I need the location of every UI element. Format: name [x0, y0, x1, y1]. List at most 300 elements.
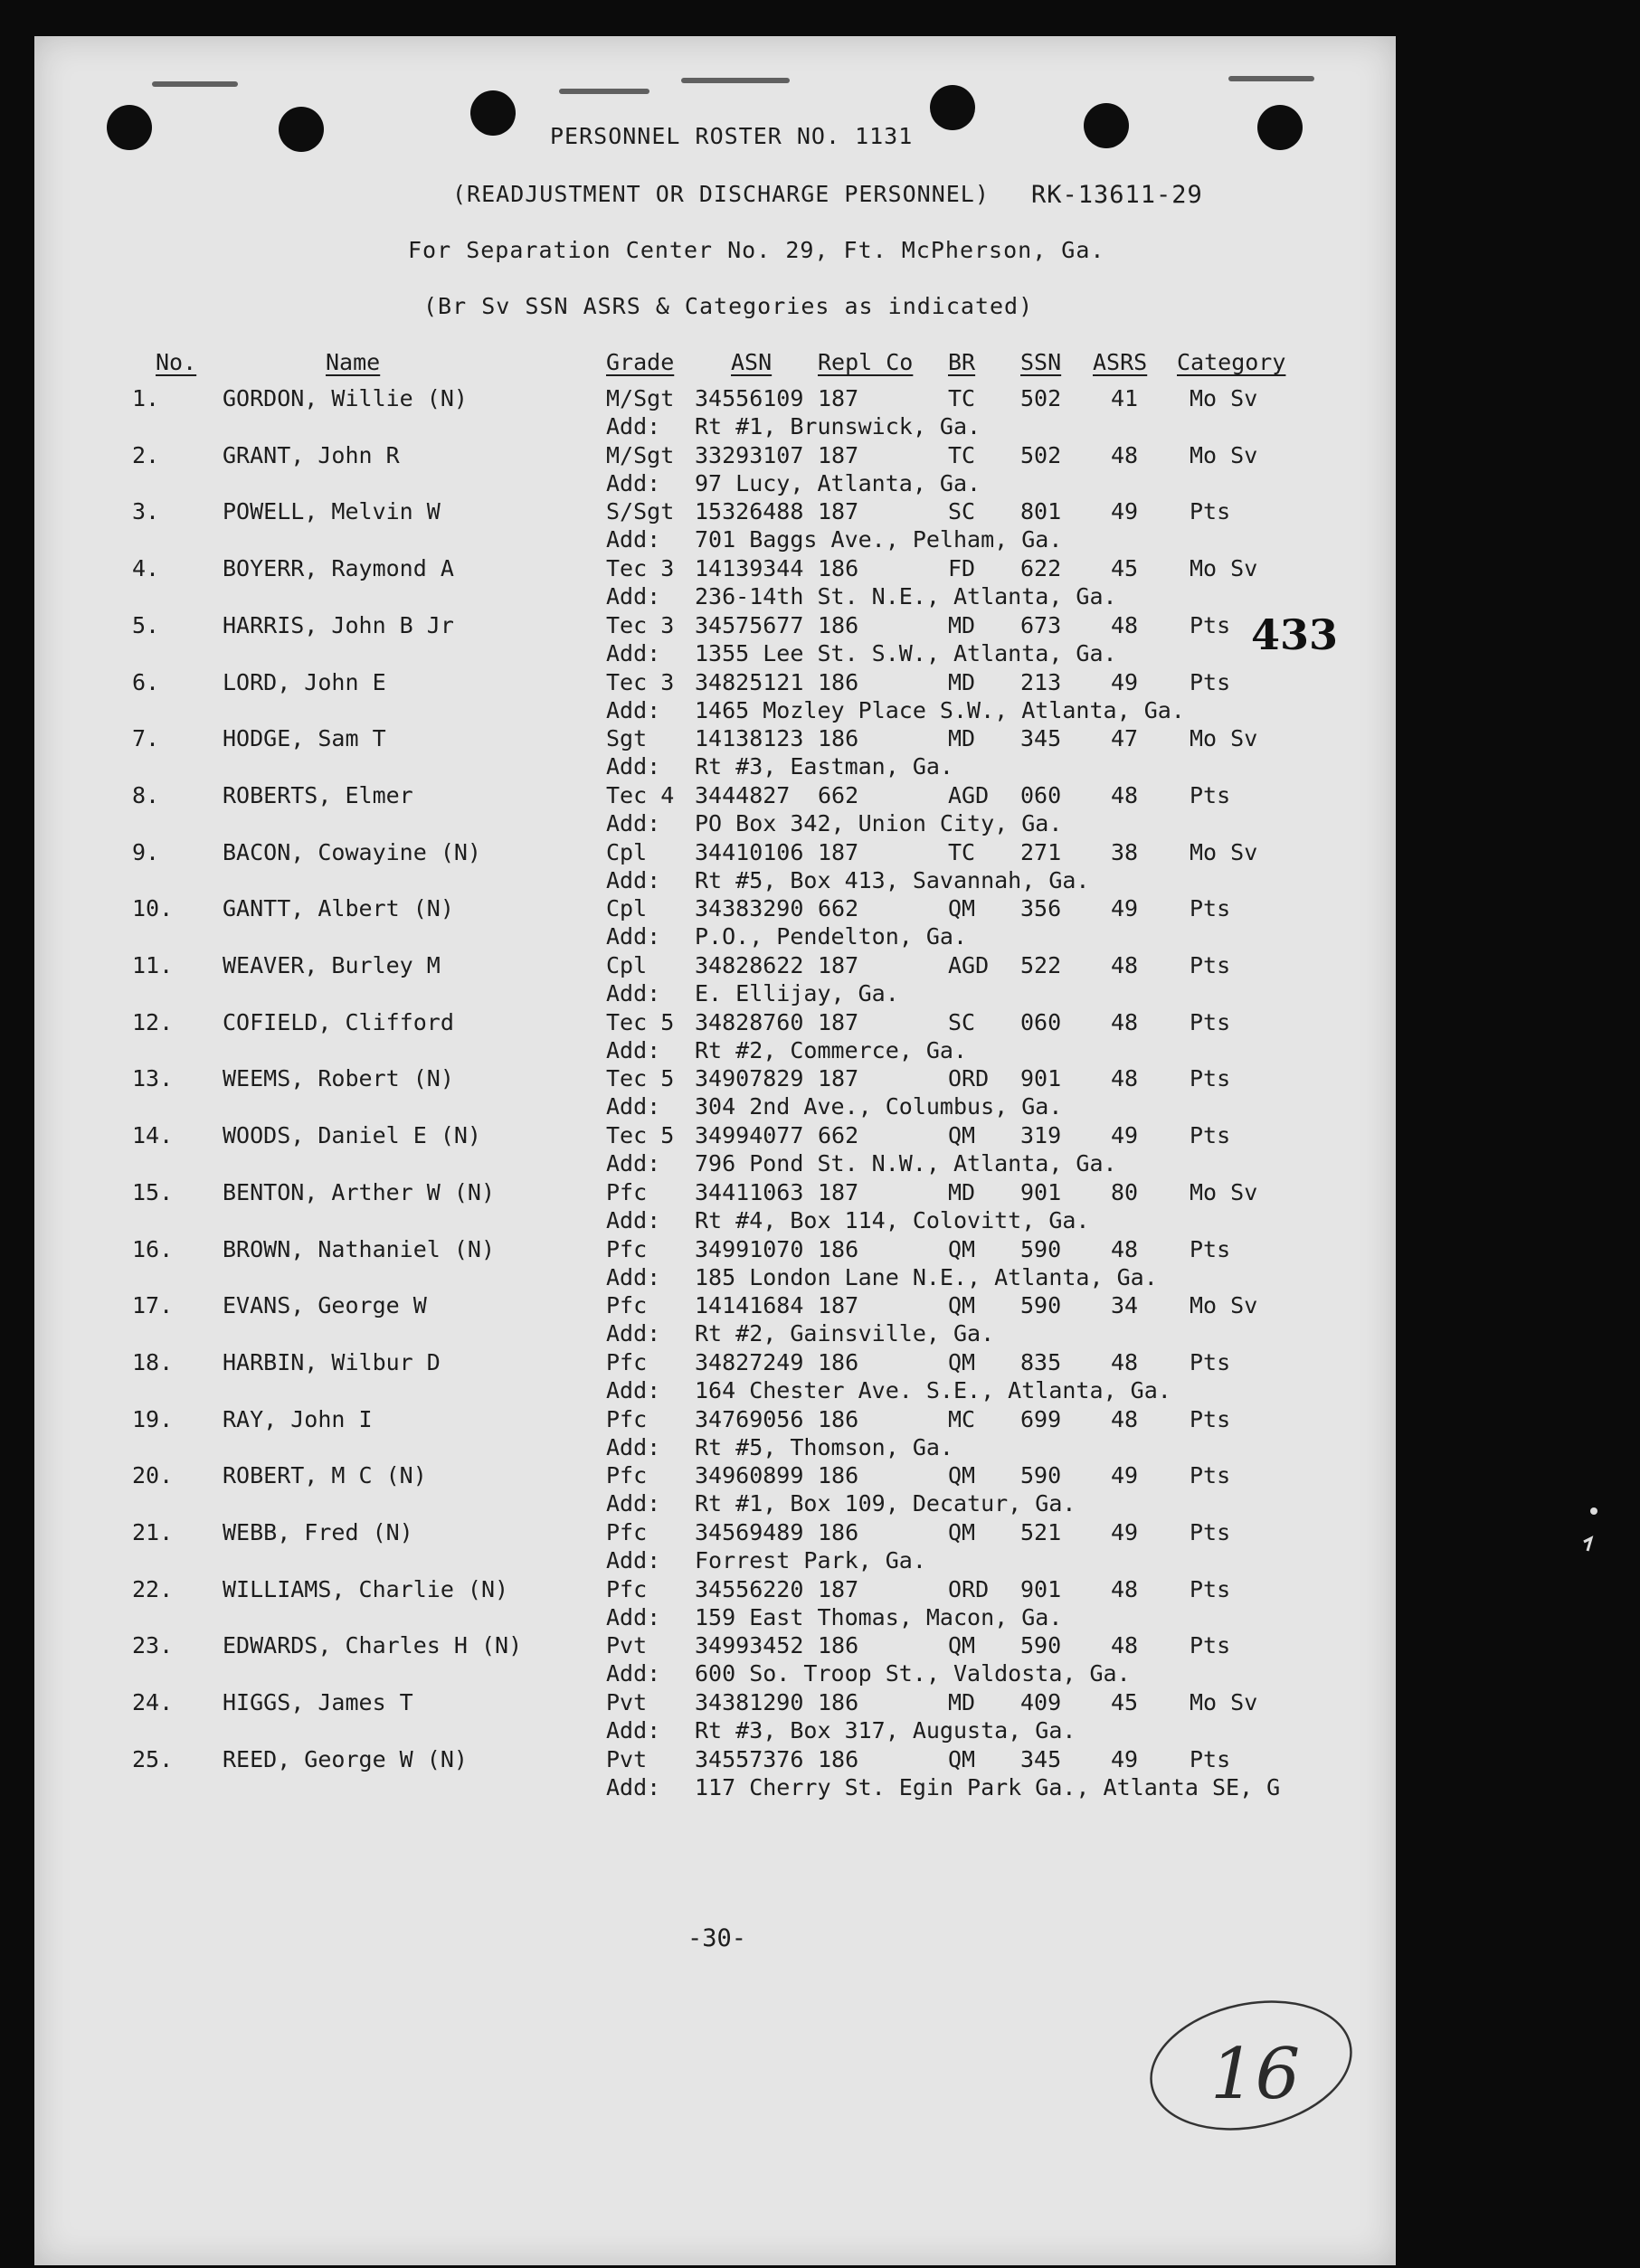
- entry-branch: SC: [948, 1008, 976, 1035]
- entry-address: Rt #4, Box 114, Colovitt, Ga.: [695, 1206, 1090, 1233]
- entry-ssn: 409: [1020, 1689, 1062, 1716]
- entry-grade: Tec 5: [606, 1065, 675, 1092]
- entry-number: 23.: [132, 1632, 174, 1659]
- entry-asrs: 48: [1111, 1405, 1139, 1432]
- entry-asn: 34991070: [695, 1235, 804, 1262]
- entry-category: Pts: [1190, 1632, 1231, 1659]
- col-header-repl-co: Repl Co: [818, 349, 914, 375]
- entry-address: Rt #5, Box 413, Savannah, Ga.: [695, 866, 1090, 893]
- entry-repl-co: 187: [818, 1065, 859, 1092]
- entry-asn: 34411063: [695, 1178, 804, 1205]
- roster-entry: [34, 1065, 1396, 1120]
- entry-repl-co: 662: [818, 1122, 859, 1149]
- handwritten-circled-note: [1142, 1991, 1369, 2145]
- entry-number: 20.: [132, 1462, 174, 1489]
- handwritten-note-text: 16: [1210, 2034, 1301, 2115]
- entry-name: WOODS, Daniel E (N): [223, 1122, 481, 1149]
- entry-address: 1465 Mozley Place S.W., Atlanta, Ga.: [695, 696, 1185, 723]
- roster-entry: [34, 1632, 1396, 1687]
- entry-repl-co: 186: [818, 611, 859, 638]
- entry-asn: 34828622: [695, 952, 804, 978]
- entry-name: ROBERT, M C (N): [223, 1462, 427, 1489]
- entry-number: 7.: [132, 725, 160, 752]
- entry-category: Pts: [1190, 1235, 1231, 1262]
- entry-grade: Pfc: [606, 1575, 648, 1602]
- entry-asrs: 49: [1111, 1519, 1139, 1545]
- entry-asn: 33293107: [695, 441, 804, 468]
- roster-entry: [34, 1689, 1396, 1744]
- entry-ssn: 319: [1020, 1122, 1062, 1149]
- entry-grade: Pfc: [606, 1405, 648, 1432]
- categories-note: (Br Sv SSN ASRS & Categories as indicated): [423, 293, 1034, 319]
- entry-number: 13.: [132, 1065, 174, 1092]
- address-label: Add:: [606, 583, 661, 610]
- entry-ssn: 590: [1020, 1462, 1062, 1489]
- entry-category: Pts: [1190, 1065, 1231, 1092]
- entry-branch: AGD: [948, 781, 990, 808]
- roster-code: RK-13611-29: [1031, 181, 1203, 209]
- entry-branch: AGD: [948, 952, 990, 978]
- entry-repl-co: 662: [818, 895, 859, 922]
- entry-name: ROBERTS, Elmer: [223, 781, 413, 808]
- entry-ssn: 502: [1020, 441, 1062, 468]
- entry-branch: TC: [948, 838, 976, 865]
- entry-grade: Pfc: [606, 1348, 648, 1375]
- entry-branch: QM: [948, 1462, 976, 1489]
- address-label: Add:: [606, 469, 661, 496]
- entry-branch: QM: [948, 1745, 976, 1772]
- entry-branch: QM: [948, 1292, 976, 1319]
- address-label: Add:: [606, 923, 661, 950]
- entry-grade: Pfc: [606, 1292, 648, 1319]
- entry-repl-co: 186: [818, 1405, 859, 1432]
- entry-address: 236-14th St. N.E., Atlanta, Ga.: [695, 583, 1117, 610]
- entry-asrs: 49: [1111, 668, 1139, 695]
- stamp-number: 433: [1251, 610, 1339, 659]
- entry-ssn: 590: [1020, 1235, 1062, 1262]
- roster-entry: [34, 1746, 1396, 1800]
- entry-name: WEAVER, Burley M: [223, 952, 441, 978]
- entry-category: Pts: [1190, 1745, 1231, 1772]
- entry-address: Rt #1, Box 109, Decatur, Ga.: [695, 1490, 1076, 1517]
- entry-address: 97 Lucy, Atlanta, Ga.: [695, 469, 981, 496]
- entry-branch: MD: [948, 1689, 976, 1716]
- col-header-asn: ASN: [731, 349, 773, 375]
- entry-address: 164 Chester Ave. S.E., Atlanta, Ga.: [695, 1376, 1171, 1403]
- entry-name: WEBB, Fred (N): [223, 1519, 413, 1545]
- address-label: Add:: [606, 1263, 661, 1290]
- entry-grade: Pvt: [606, 1745, 648, 1772]
- entry-address: Rt #3, Eastman, Ga.: [695, 753, 953, 780]
- separation-center: For Separation Center No. 29, Ft. McPherson, Ga.: [408, 237, 1105, 263]
- entry-asrs: 34: [1111, 1292, 1139, 1319]
- entry-name: WEEMS, Robert (N): [223, 1065, 454, 1092]
- entry-number: 4.: [132, 555, 160, 582]
- address-label: Add:: [606, 526, 661, 553]
- entry-repl-co: 186: [818, 1348, 859, 1375]
- entry-number: 6.: [132, 668, 160, 695]
- entry-branch: QM: [948, 1348, 976, 1375]
- entry-grade: Tec 3: [606, 611, 675, 638]
- ink-smudge: [1228, 76, 1314, 81]
- entry-ssn: 060: [1020, 781, 1062, 808]
- entry-grade: Pvt: [606, 1632, 648, 1659]
- entry-name: BOYERR, Raymond A: [223, 555, 454, 582]
- entry-asn: 34827249: [695, 1348, 804, 1375]
- entry-repl-co: 187: [818, 838, 859, 865]
- entry-number: 24.: [132, 1689, 174, 1716]
- entry-ssn: 901: [1020, 1065, 1062, 1092]
- entry-category: Mo Sv: [1190, 725, 1258, 752]
- entry-address: 701 Baggs Ave., Pelham, Ga.: [695, 526, 1063, 553]
- entry-repl-co: 186: [818, 1632, 859, 1659]
- edge-marks: [1578, 1506, 1606, 1560]
- entry-grade: Pfc: [606, 1178, 648, 1205]
- entry-asn: 14138123: [695, 725, 804, 752]
- ink-smudge: [681, 78, 790, 83]
- entry-ssn: 673: [1020, 611, 1062, 638]
- entry-number: 18.: [132, 1348, 174, 1375]
- punch-hole: [1257, 105, 1303, 150]
- entry-asn: 34825121: [695, 668, 804, 695]
- ink-smudge: [559, 89, 649, 94]
- entry-asn: 15326488: [695, 498, 804, 525]
- entry-asrs: 48: [1111, 781, 1139, 808]
- entry-asrs: 48: [1111, 1575, 1139, 1602]
- entry-number: 12.: [132, 1008, 174, 1035]
- roster-entry: [34, 952, 1396, 1006]
- entry-name: GORDON, Willie (N): [223, 385, 468, 411]
- entry-branch: MC: [948, 1405, 976, 1432]
- entry-asrs: 49: [1111, 1745, 1139, 1772]
- entry-asrs: 38: [1111, 838, 1139, 865]
- roster-entry: [34, 1576, 1396, 1630]
- entry-grade: Pfc: [606, 1462, 648, 1489]
- punch-hole: [470, 90, 516, 136]
- entry-asn: 34556220: [695, 1575, 804, 1602]
- entry-branch: TC: [948, 385, 976, 411]
- entry-repl-co: 186: [818, 1235, 859, 1262]
- ink-smudge: [152, 81, 238, 87]
- entry-address: Rt #5, Thomson, Ga.: [695, 1433, 953, 1460]
- roster-entry: [34, 839, 1396, 893]
- col-header-no: No.: [156, 349, 197, 375]
- entry-branch: MD: [948, 725, 976, 752]
- entry-name: BENTON, Arther W (N): [223, 1178, 496, 1205]
- punch-hole: [930, 85, 975, 130]
- entry-grade: M/Sgt: [606, 385, 675, 411]
- entry-ssn: 521: [1020, 1519, 1062, 1545]
- entry-ssn: 901: [1020, 1575, 1062, 1602]
- address-label: Add:: [606, 1547, 661, 1573]
- entry-repl-co: 186: [818, 1462, 859, 1489]
- entry-number: 11.: [132, 952, 174, 978]
- entry-name: LORD, John E: [223, 668, 386, 695]
- entry-number: 5.: [132, 611, 160, 638]
- entry-asn: 14141684: [695, 1292, 804, 1319]
- roster-page: [34, 36, 1396, 2265]
- entry-grade: Tec 4: [606, 781, 675, 808]
- entry-ssn: 901: [1020, 1178, 1062, 1205]
- entry-number: 14.: [132, 1122, 174, 1149]
- entry-name: HIGGS, James T: [223, 1689, 413, 1716]
- roster-entry: [34, 725, 1396, 780]
- entry-asn: 34575677: [695, 611, 804, 638]
- entry-address: PO Box 342, Union City, Ga.: [695, 809, 1063, 836]
- entry-branch: QM: [948, 1519, 976, 1545]
- entry-asrs: 48: [1111, 1632, 1139, 1659]
- entry-asrs: 48: [1111, 441, 1139, 468]
- entry-asrs: 45: [1111, 555, 1139, 582]
- entry-asrs: 49: [1111, 498, 1139, 525]
- entry-number: 10.: [132, 895, 174, 922]
- address-label: Add:: [606, 1433, 661, 1460]
- entry-grade: Cpl: [606, 838, 648, 865]
- address-label: Add:: [606, 413, 661, 439]
- entry-repl-co: 187: [818, 952, 859, 978]
- entry-number: 21.: [132, 1519, 174, 1545]
- address-label: Add:: [606, 1093, 661, 1120]
- entry-repl-co: 186: [818, 1689, 859, 1716]
- entry-address: Rt #1, Brunswick, Ga.: [695, 413, 981, 439]
- entry-address: 600 So. Troop St., Valdosta, Ga.: [695, 1660, 1131, 1687]
- entry-ssn: 345: [1020, 725, 1062, 752]
- roster-entry: [34, 1292, 1396, 1347]
- roster-entry: [34, 669, 1396, 723]
- entry-number: 15.: [132, 1178, 174, 1205]
- entry-address: Forrest Park, Ga.: [695, 1547, 926, 1573]
- entry-category: Pts: [1190, 895, 1231, 922]
- col-header-category: Category: [1177, 349, 1286, 375]
- entry-number: 17.: [132, 1292, 174, 1319]
- entry-number: 9.: [132, 838, 160, 865]
- entry-branch: MD: [948, 611, 976, 638]
- entry-grade: S/Sgt: [606, 498, 675, 525]
- entry-address: P.O., Pendelton, Ga.: [695, 923, 968, 950]
- roster-entry: [34, 1122, 1396, 1177]
- entry-asn: 34381290: [695, 1689, 804, 1716]
- entry-category: Pts: [1190, 952, 1231, 978]
- entry-asrs: 48: [1111, 952, 1139, 978]
- address-label: Add:: [606, 1660, 661, 1687]
- col-header-grade: Grade: [606, 349, 675, 375]
- entry-category: Pts: [1190, 1405, 1231, 1432]
- roster-entry: [34, 442, 1396, 496]
- entry-category: Pts: [1190, 1519, 1231, 1545]
- entry-asrs: 49: [1111, 895, 1139, 922]
- entry-grade: Pfc: [606, 1519, 648, 1545]
- entry-name: COFIELD, Clifford: [223, 1008, 454, 1035]
- entry-asn: 34994077: [695, 1122, 804, 1149]
- entry-asrs: 48: [1111, 611, 1139, 638]
- address-label: Add:: [606, 809, 661, 836]
- entry-name: GRANT, John R: [223, 441, 400, 468]
- entry-name: HARBIN, Wilbur D: [223, 1348, 441, 1375]
- entry-category: Mo Sv: [1190, 838, 1258, 865]
- entry-repl-co: 186: [818, 668, 859, 695]
- entry-repl-co: 187: [818, 1575, 859, 1602]
- entry-name: REED, George W (N): [223, 1745, 468, 1772]
- roster-entry: [34, 385, 1396, 439]
- address-label: Add:: [606, 1036, 661, 1063]
- entry-name: GANTT, Albert (N): [223, 895, 454, 922]
- entry-category: Mo Sv: [1190, 555, 1258, 582]
- address-label: Add:: [606, 1717, 661, 1744]
- roster-entry: [34, 1179, 1396, 1233]
- entry-repl-co: 187: [818, 1008, 859, 1035]
- entry-category: Mo Sv: [1190, 1178, 1258, 1205]
- entry-repl-co: 186: [818, 555, 859, 582]
- address-label: Add:: [606, 1320, 661, 1347]
- address-label: Add:: [606, 1376, 661, 1403]
- entry-asn: 14139344: [695, 555, 804, 582]
- entry-number: 8.: [132, 781, 160, 808]
- entry-grade: Tec 5: [606, 1008, 675, 1035]
- entry-branch: ORD: [948, 1065, 990, 1092]
- entry-category: Pts: [1190, 1008, 1231, 1035]
- address-label: Add:: [606, 1206, 661, 1233]
- col-header-asrs: ASRS: [1093, 349, 1148, 375]
- entry-ssn: 801: [1020, 498, 1062, 525]
- entry-address: Rt #2, Gainsville, Ga.: [695, 1320, 995, 1347]
- entry-ssn: 213: [1020, 668, 1062, 695]
- roster-entry: [34, 1462, 1396, 1517]
- entry-branch: QM: [948, 1632, 976, 1659]
- address-label: Add:: [606, 1490, 661, 1517]
- entry-category: Pts: [1190, 498, 1231, 525]
- entry-asrs: 47: [1111, 725, 1139, 752]
- entry-category: Pts: [1190, 781, 1231, 808]
- punch-hole: [107, 105, 152, 150]
- entry-number: 2.: [132, 441, 160, 468]
- col-header-ssn: SSN: [1020, 349, 1062, 375]
- entry-branch: TC: [948, 441, 976, 468]
- entry-asrs: 48: [1111, 1008, 1139, 1035]
- roster-entry: [34, 1009, 1396, 1063]
- entry-asn: 34769056: [695, 1405, 804, 1432]
- entry-category: Pts: [1190, 1575, 1231, 1602]
- address-label: Add:: [606, 866, 661, 893]
- entry-asn: 34557376: [695, 1745, 804, 1772]
- entry-asn: 34907829: [695, 1065, 804, 1092]
- page-number: -30-: [687, 1924, 747, 1952]
- entry-asn: 34410106: [695, 838, 804, 865]
- entry-branch: QM: [948, 895, 976, 922]
- entry-grade: Tec 5: [606, 1122, 675, 1149]
- roster-entry: [34, 612, 1396, 666]
- entry-ssn: 835: [1020, 1348, 1062, 1375]
- entry-address: 1355 Lee St. S.W., Atlanta, Ga.: [695, 639, 1117, 666]
- entry-name: HARRIS, John B Jr: [223, 611, 454, 638]
- roster-title: PERSONNEL ROSTER NO. 1131: [550, 123, 914, 149]
- entry-asrs: 80: [1111, 1178, 1139, 1205]
- roster-entry: [34, 1349, 1396, 1403]
- roster-entry: [34, 1406, 1396, 1460]
- entry-address: Rt #2, Commerce, Ga.: [695, 1036, 968, 1063]
- entry-asn: 34569489: [695, 1519, 804, 1545]
- entry-asrs: 49: [1111, 1462, 1139, 1489]
- address-label: Add:: [606, 1150, 661, 1177]
- entry-name: EVANS, George W: [223, 1292, 427, 1319]
- entry-category: Mo Sv: [1190, 1689, 1258, 1716]
- address-label: Add:: [606, 696, 661, 723]
- entry-asrs: 48: [1111, 1235, 1139, 1262]
- entry-asrs: 45: [1111, 1689, 1139, 1716]
- roster-entry: [34, 1236, 1396, 1290]
- punch-hole: [279, 107, 324, 152]
- entry-branch: FD: [948, 555, 976, 582]
- entry-repl-co: 187: [818, 1178, 859, 1205]
- entry-ssn: 060: [1020, 1008, 1062, 1035]
- entry-branch: ORD: [948, 1575, 990, 1602]
- entry-number: 1.: [132, 385, 160, 411]
- entry-grade: Pvt: [606, 1689, 648, 1716]
- entry-repl-co: 187: [818, 498, 859, 525]
- entry-grade: Sgt: [606, 725, 648, 752]
- entry-grade: M/Sgt: [606, 441, 675, 468]
- entry-category: Mo Sv: [1190, 1292, 1258, 1319]
- entry-category: Mo Sv: [1190, 441, 1258, 468]
- entry-asrs: 48: [1111, 1348, 1139, 1375]
- entry-branch: SC: [948, 498, 976, 525]
- entry-ssn: 590: [1020, 1632, 1062, 1659]
- entry-asn: 34960899: [695, 1462, 804, 1489]
- entry-repl-co: 187: [818, 385, 859, 411]
- col-header-br: BR: [948, 349, 976, 375]
- entry-number: 22.: [132, 1575, 174, 1602]
- entry-grade: Cpl: [606, 952, 648, 978]
- entry-ssn: 356: [1020, 895, 1062, 922]
- address-label: Add:: [606, 1603, 661, 1630]
- address-label: Add:: [606, 1773, 661, 1800]
- entry-asn: 34993452: [695, 1632, 804, 1659]
- entry-name: BROWN, Nathaniel (N): [223, 1235, 496, 1262]
- entry-ssn: 271: [1020, 838, 1062, 865]
- entry-address: 117 Cherry St. Egin Park Ga., Atlanta SE, G: [695, 1773, 1281, 1800]
- entry-address: Rt #3, Box 317, Augusta, Ga.: [695, 1717, 1076, 1744]
- entry-category: Pts: [1190, 1348, 1231, 1375]
- entry-ssn: 345: [1020, 1745, 1062, 1772]
- roster-entry: [34, 782, 1396, 836]
- roster-entry: [34, 1519, 1396, 1573]
- entry-grade: Tec 3: [606, 555, 675, 582]
- entry-repl-co: 186: [818, 725, 859, 752]
- entry-ssn: 590: [1020, 1292, 1062, 1319]
- entry-name: POWELL, Melvin W: [223, 498, 441, 525]
- roster-subtitle: (READJUSTMENT OR DISCHARGE PERSONNEL): [452, 181, 990, 207]
- entry-branch: MD: [948, 1178, 976, 1205]
- entry-asrs: 41: [1111, 385, 1139, 411]
- roster-entry: [34, 498, 1396, 553]
- entry-repl-co: 186: [818, 1519, 859, 1545]
- entry-category: Pts: [1190, 611, 1231, 638]
- entry-number: 19.: [132, 1405, 174, 1432]
- entry-asn: 3444827: [695, 781, 791, 808]
- roster-entry: [34, 895, 1396, 950]
- entry-asn: 34828760: [695, 1008, 804, 1035]
- entry-repl-co: 186: [818, 1745, 859, 1772]
- entry-ssn: 699: [1020, 1405, 1062, 1432]
- entry-address: 304 2nd Ave., Columbus, Ga.: [695, 1093, 1063, 1120]
- entry-number: 16.: [132, 1235, 174, 1262]
- entry-address: 159 East Thomas, Macon, Ga.: [695, 1603, 1063, 1630]
- entry-address: E. Ellijay, Ga.: [695, 980, 899, 1006]
- entry-category: Pts: [1190, 668, 1231, 695]
- entry-name: BACON, Cowayine (N): [223, 838, 481, 865]
- entry-asrs: 48: [1111, 1065, 1139, 1092]
- entry-asrs: 49: [1111, 1122, 1139, 1149]
- entry-category: Pts: [1190, 1462, 1231, 1489]
